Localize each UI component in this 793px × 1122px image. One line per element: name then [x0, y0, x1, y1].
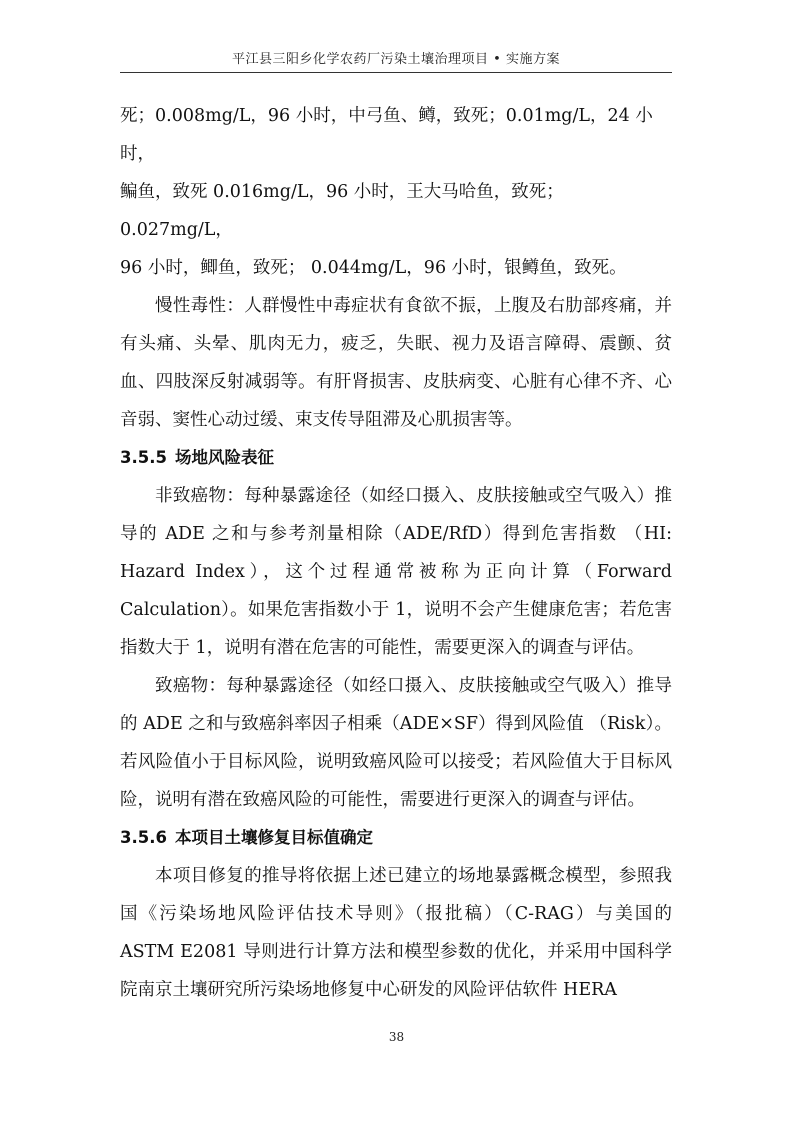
paragraph-toxicity-line-1: 死；0.008mg/L，96 小时，中弓鱼、鳟，致死；0.01mg/L，24 小时， [120, 106, 653, 164]
header-divider [120, 72, 672, 73]
paragraph-non-carcinogen: 非致癌物：每种暴露途径（如经口摄入、皮肤接触或空气吸入）推导的 ADE 之和与参考剂量相除（ADE/RfD）得到危害指数 （HI: Hazard Index），这个过程通常被称为正向计算（Forward Calculation）。如果危害指数小于 1，说明不会产生健康危害；若危害指数大于 1，说明有潜在危害的可能性，需要更深入的调查与评估。 [120, 486, 672, 658]
section-number: 3.5.5 [120, 448, 167, 467]
section-heading-3-5-6 [120, 819, 672, 857]
paragraph-carcinogen: 致癌物：每种暴露途径（如经口摄入、皮肤接触或空气吸入）推导的 ADE 之和与致癌斜率因子相乘（ADE×SF）得到风险值 （Risk）。若风险值小于目标风险，说明致癌风险可以接受；若风险值大于目标风险，说明有潜在致癌风险的可能性，需要进行更深入的调查与评估。 [120, 676, 672, 810]
section-heading-3-5-5 [120, 439, 672, 477]
document-body [120, 97, 672, 1009]
page-number: 38 [388, 1030, 405, 1044]
paragraph-toxicity-line-2: 鳊鱼，致死 0.016mg/L，96 小时，王大马哈鱼，致死；0.027mg/L， [120, 182, 564, 240]
paragraph-toxicity-line-3: 96 小时，鲫鱼，致死； 0.044mg/L，96 小时，银鳟鱼，致死。 [120, 258, 627, 278]
paragraph-chronic-toxicity: 慢性毒性：人群慢性中毒症状有食欲不振，上腹及右肋部疼痛，并有头痛、头晕、肌肉无力，疲乏，失眠、视力及语言障碍、震颤、贫血、四肢深反射减弱等。有肝肾损害、皮肤病变、心脏有心律不齐、心音弱、窦性心动过缓、束支传导阻滞及心肌损害等。 [120, 296, 672, 430]
paragraph-remediation-target: 本项目修复的推导将依据上述已建立的场地暴露概念模型，参照我国《污染场地风险评估技术导则》（报批稿）（C-RAG）与美国的 ASTM E2081 导则进行计算方法和模型参数的优化，并采用中国科学院南京土壤研究所污染场地修复中心研发的风险评估软件 HERA [120, 866, 672, 1000]
section-number: 3.5.6 [120, 828, 167, 847]
section-title: 本项目土壤修复目标值确定 [174, 828, 373, 847]
running-header: 平江县三阳乡化学农药厂污染土壤治理项目 • 实施方案 [232, 52, 560, 67]
section-title: 场地风险表征 [174, 448, 274, 467]
